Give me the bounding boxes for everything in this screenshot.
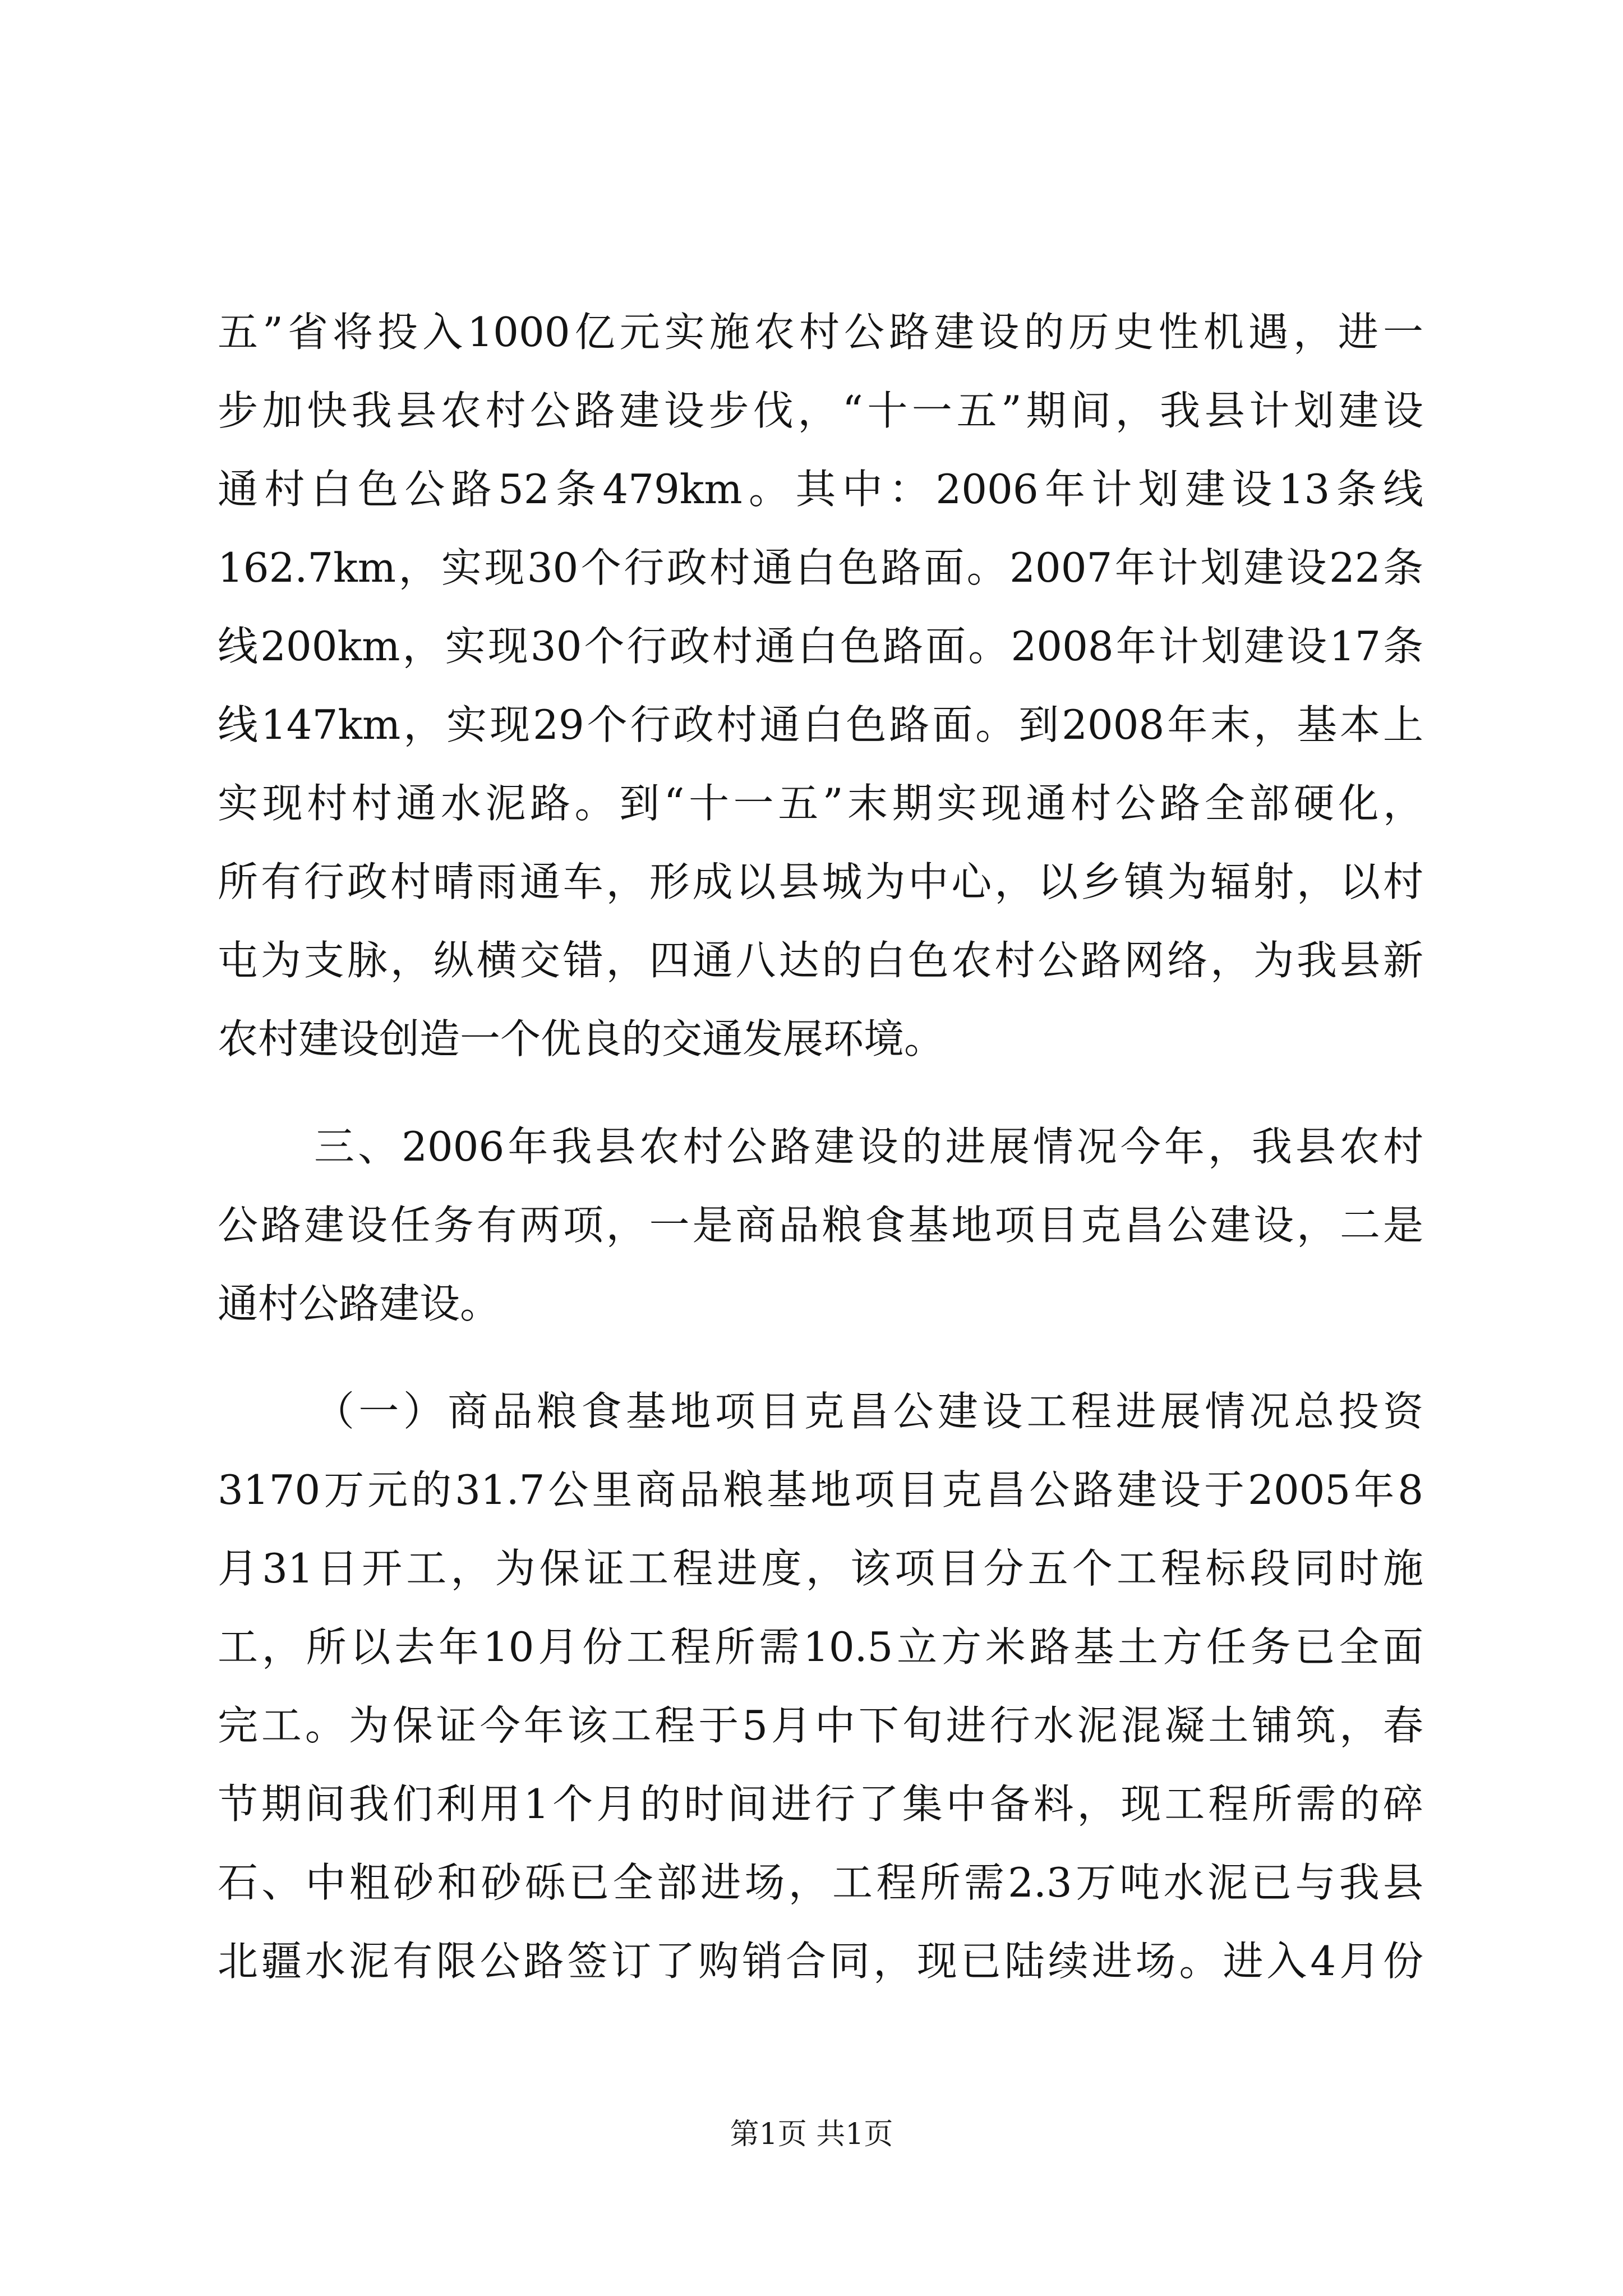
text-line: 3170万元的31.7公里商品粮基地项目克昌公路建设于2005年8 xyxy=(218,1466,1423,1513)
text-line: 工，所以去年10月份工程所需10.5立方米路基土方任务已全面 xyxy=(218,1623,1423,1671)
text-line: 屯为支脉，纵横交错，四通八达的白色农村公路网络，为我县新 xyxy=(218,937,1423,984)
text-line: 通村公路建设。 xyxy=(218,1280,501,1327)
text-line: 通村白色公路52条479km。其中：2006年计划建设13条线 xyxy=(218,466,1423,513)
paragraph-first-line: 三、2006年我县农村公路建设的进展情况今年，我县农村 xyxy=(314,1123,1423,1170)
page-footer: 第1页 共1页 xyxy=(730,2118,893,2151)
text-line: 162.7km，实现30个行政村通白色路面。2007年计划建设22条 xyxy=(218,544,1423,591)
text-line: 线200km，实现30个行政村通白色路面。2008年计划建设17条 xyxy=(218,623,1423,670)
text-line: 五”省将投入1000亿元实施农村公路建设的历史性机遇，进一 xyxy=(218,309,1423,356)
text-line: 石、中粗砂和砂砾已全部进场，工程所需2.3万吨水泥已与我县 xyxy=(218,1859,1423,1906)
text-line: 北疆水泥有限公路签订了购销合同，现已陆续进场。进入4月份 xyxy=(218,1938,1423,1985)
paragraph-first-line: （一）商品粮食基地项目克昌公建设工程进展情况总投资 xyxy=(314,1388,1423,1435)
text-line: 实现村村通水泥路。到“十一五”末期实现通村公路全部硬化， xyxy=(218,780,1423,827)
text-line: 完工。为保证今年该工程于5月中下旬进行水泥混凝土铺筑，春 xyxy=(218,1702,1423,1749)
text-line: 节期间我们利用1个月的时间进行了集中备料，现工程所需的碎 xyxy=(218,1780,1423,1828)
text-line: 公路建设任务有两项，一是商品粮食基地项目克昌公建设，二是 xyxy=(218,1202,1423,1249)
text-line: 所有行政村晴雨通车，形成以县城为中心，以乡镇为辐射，以村 xyxy=(218,858,1423,905)
text-line: 线147km，实现29个行政村通白色路面。到2008年末，基本上 xyxy=(218,701,1423,748)
text-line: 步加快我县农村公路建设步伐，“十一五”期间，我县计划建设 xyxy=(218,387,1423,434)
text-line: 农村建设创造一个优良的交通发展环境。 xyxy=(218,1015,945,1062)
text-line: 月31日开工，为保证工程进度，该项目分五个工程标段同时施 xyxy=(218,1545,1423,1592)
